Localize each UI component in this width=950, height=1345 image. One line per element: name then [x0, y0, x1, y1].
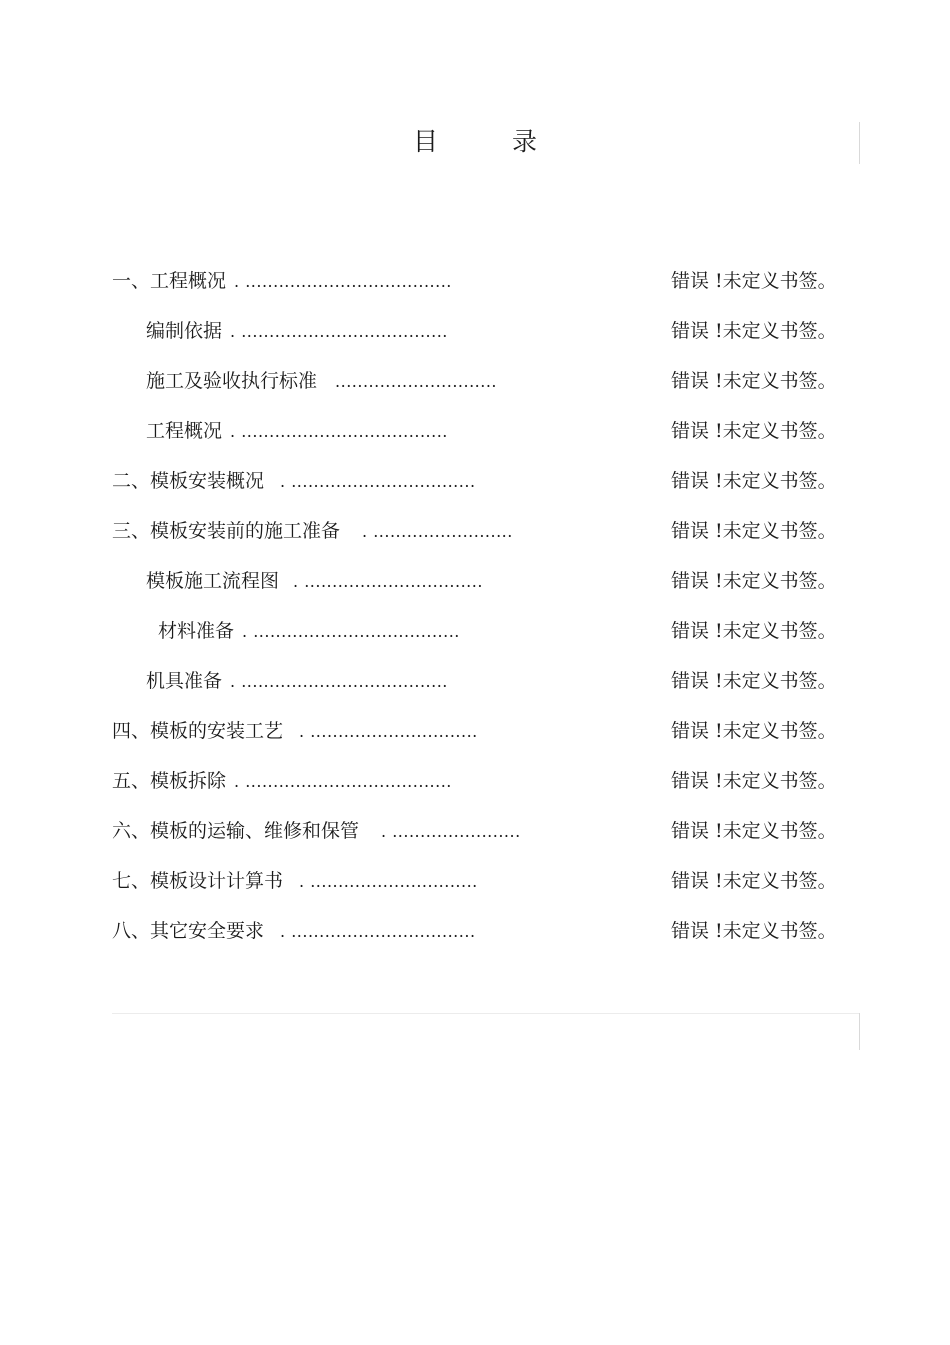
toc-leader-dots: . ..................................... — [234, 772, 452, 791]
toc-entry-label: 二、模板安装概况 . ................................. — [112, 470, 476, 492]
toc-entry-page-ref: 错误 !未定义书签。 — [671, 470, 837, 492]
toc-leader-dots: . ................................ — [293, 572, 483, 591]
toc-entry[interactable] — [0, 812, 950, 862]
toc-entry[interactable] — [0, 662, 950, 712]
toc-entry-page-ref: 错误 !未定义书签。 — [671, 570, 837, 592]
toc-entry-page-ref: 错误 !未定义书签。 — [671, 870, 837, 892]
toc-entry-page-ref: 错误 !未定义书签。 — [671, 520, 837, 542]
margin-rule-bottom — [859, 1013, 860, 1050]
toc-entry[interactable] — [0, 762, 950, 812]
toc-entry[interactable] — [0, 512, 950, 562]
toc-entry[interactable] — [0, 362, 950, 412]
toc-entry-page-ref: 错误 !未定义书签。 — [671, 270, 837, 292]
toc-entry[interactable] — [0, 312, 950, 362]
toc-entry-page-ref: 错误 !未定义书签。 — [671, 770, 837, 792]
toc-entry-page-ref: 错误 !未定义书签。 — [671, 920, 837, 942]
toc-entry-page-ref: 错误 !未定义书签。 — [671, 620, 837, 642]
toc-entry-page-ref: 错误 !未定义书签。 — [671, 720, 837, 742]
toc-leader-dots: . ................................. — [280, 922, 476, 941]
toc-entry-page-ref: 错误 !未定义书签。 — [671, 320, 837, 342]
toc-entry-label: 施工及验收执行标准 ............................. — [146, 370, 498, 392]
toc-leader-dots: . ..................................... — [230, 422, 448, 441]
toc-leader-dots: . ......................... — [362, 522, 513, 541]
toc-leader-dots: . ..................................... — [230, 322, 448, 341]
toc-entry-label: 编制依据 . ..................................... — [146, 320, 448, 342]
toc-entry-label: 八、其它安全要求 . ................................. — [112, 920, 476, 942]
toc-leader-dots: ............................. — [335, 372, 498, 391]
toc-entry[interactable] — [0, 562, 950, 612]
toc-entry[interactable] — [0, 912, 950, 962]
toc-entry-page-ref: 错误 !未定义书签。 — [671, 670, 837, 692]
toc-leader-dots: . ....................... — [381, 822, 521, 841]
toc-entry-label: 模板施工流程图 . ................................ — [146, 570, 483, 592]
toc-entry-label: 工程概况 . ..................................... — [146, 420, 448, 442]
margin-rule-top — [859, 122, 860, 164]
toc-leader-dots: . .............................. — [299, 722, 478, 741]
toc-entry-label: 一、工程概况 . ..................................... — [112, 270, 452, 292]
toc-entry[interactable] — [0, 712, 950, 762]
toc-leader-dots: . ..................................... — [234, 272, 452, 291]
toc-entry-label: 机具准备 . ..................................... — [146, 670, 448, 692]
toc-title-char-1: 目 — [412, 127, 438, 156]
toc-leader-dots: . ..................................... — [242, 622, 460, 641]
toc-entry-label: 四、模板的安装工艺 . .............................. — [112, 720, 478, 742]
toc-entry[interactable] — [0, 462, 950, 512]
toc-leader-dots: . ..................................... — [230, 672, 448, 691]
table-of-contents — [0, 262, 950, 962]
toc-entry-label: 三、模板安装前的施工准备 . ......................... — [112, 520, 513, 542]
page-bottom-rule — [112, 1013, 860, 1014]
toc-title-char-2: 录 — [512, 127, 538, 156]
toc-entry-label: 七、模板设计计算书 . .............................. — [112, 870, 478, 892]
toc-entry-page-ref: 错误 !未定义书签。 — [671, 420, 837, 442]
toc-entry[interactable] — [0, 262, 950, 312]
toc-entry-label: 材料准备 . ..................................... — [158, 620, 460, 642]
toc-entry-label: 六、模板的运输、维修和保管 . ....................... — [112, 820, 521, 842]
toc-leader-dots: . ................................. — [280, 472, 476, 491]
toc-entry[interactable] — [0, 862, 950, 912]
toc-entry[interactable] — [0, 412, 950, 462]
toc-entry-label: 五、模板拆除 . ..................................... — [112, 770, 452, 792]
toc-entry[interactable] — [0, 612, 950, 662]
toc-leader-dots: . .............................. — [299, 872, 478, 891]
toc-title — [0, 122, 950, 158]
toc-entry-page-ref: 错误 !未定义书签。 — [671, 820, 837, 842]
toc-entry-page-ref: 错误 !未定义书签。 — [671, 370, 837, 392]
